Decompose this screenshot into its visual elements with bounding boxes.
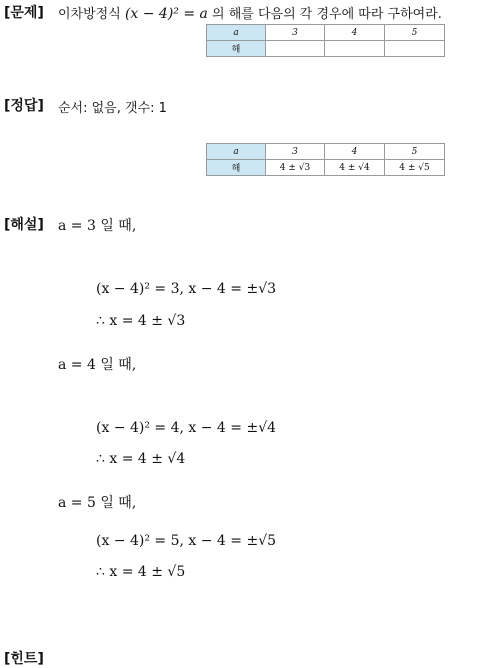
table-header-cell: 3 [266, 144, 325, 160]
explanation-tag: [해설] [4, 217, 44, 233]
table-row-label: 해 [207, 41, 266, 57]
table-cell [266, 41, 325, 57]
problem-table [206, 24, 445, 57]
table-header-cell: a [207, 25, 266, 41]
case-equation: (x − 4)² = 4, x − 4 = ±√4 [96, 420, 277, 436]
case-solution: ∴ x = 4 ± √3 [96, 313, 186, 329]
case-condition: a = 3 일 때, [58, 218, 137, 234]
case-condition: a = 4 일 때, [58, 357, 137, 373]
case-equation: (x − 4)² = 3, x − 4 = ±√3 [96, 281, 277, 297]
table-cell: 4 ± √3 [266, 160, 325, 176]
case-solution: ∴ x = 4 ± √4 [96, 451, 186, 467]
answer-table-header-row [207, 144, 445, 160]
answer-table [206, 143, 445, 176]
table-cell: 4 ± √4 [325, 160, 385, 176]
problem-text-post: 의 해를 다음의 각 경우에 따라 구하여라. [212, 7, 442, 22]
problem-table-header-row [207, 25, 445, 41]
case-solution: ∴ x = 4 ± √5 [96, 564, 186, 580]
table-cell [325, 41, 385, 57]
table-cell [385, 41, 445, 57]
table-cell: 4 ± √5 [385, 160, 445, 176]
problem-tag: [문제] [4, 5, 44, 21]
table-header-cell: 5 [385, 25, 445, 41]
answer-table-solution-row [207, 160, 445, 176]
table-header-cell: 5 [385, 144, 445, 160]
answer-text: 순서: 없음, 갯수: 1 [58, 101, 167, 116]
table-row-label: 해 [207, 160, 266, 176]
case-equation: (x − 4)² = 5, x − 4 = ±√5 [96, 533, 277, 549]
problem-table-solution-row [207, 41, 445, 57]
problem-text-pre: 이차방정식 [58, 7, 121, 22]
case-condition: a = 5 일 때, [58, 495, 137, 511]
answer-tag: [정답] [4, 98, 44, 114]
problem-equation: (x − 4)² = a [124, 6, 208, 22]
table-header-cell: a [207, 144, 266, 160]
table-header-cell: 3 [266, 25, 325, 41]
problem-statement [58, 3, 442, 22]
table-header-cell: 4 [325, 144, 385, 160]
hint-tag: [힌트] [4, 651, 44, 667]
table-header-cell: 4 [325, 25, 385, 41]
